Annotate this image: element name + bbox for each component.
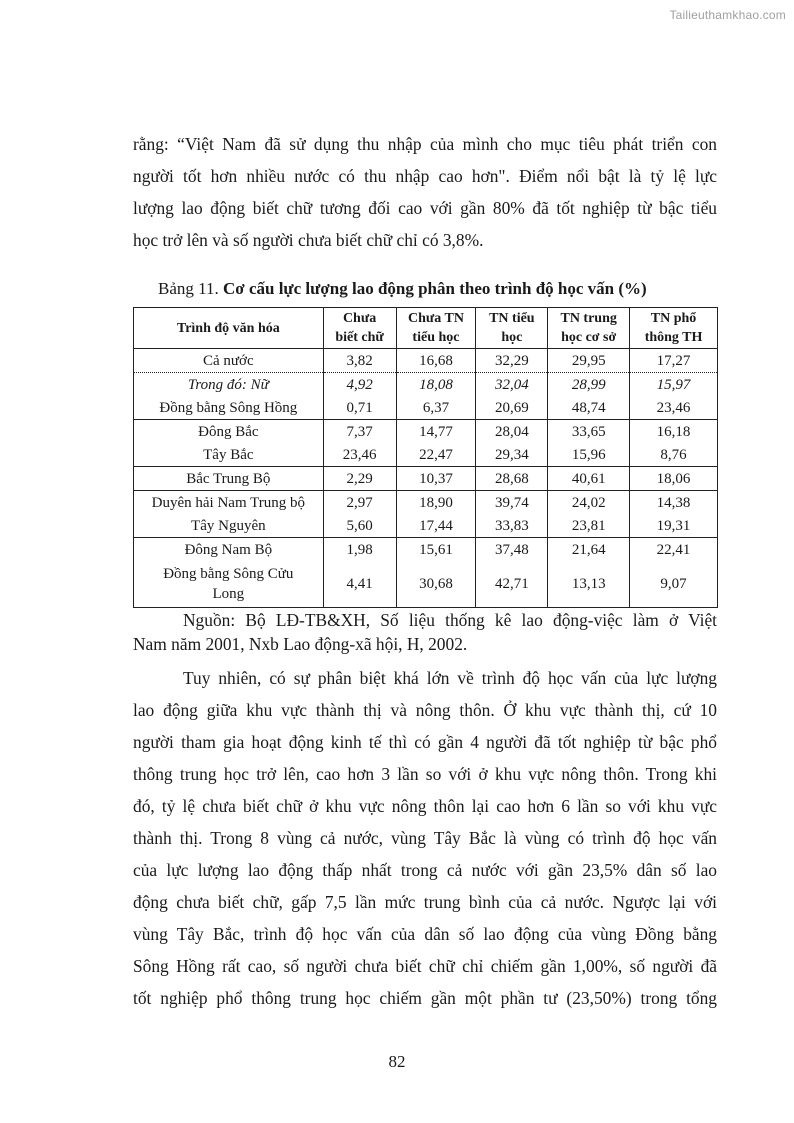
value-cell: 18,06: [630, 467, 718, 491]
text-line: lao động giữa khu vực thành thị và nông thôn. Ở khu vực thành thị, cứ 10: [133, 700, 717, 720]
table-row: [134, 538, 718, 562]
header-illiterate: Chưa biết chữ: [323, 308, 396, 349]
row-label-cell: Đồng bằng Sông Hồng: [134, 396, 324, 420]
value-cell: 28,68: [476, 467, 548, 491]
text-line: của lực lượng lao động thấp nhất trong cả nước với gần 23,5% dân số lao: [133, 860, 717, 880]
value-cell: 4,92: [323, 373, 396, 397]
row-label-cell: Duyên hải Nam Trung bộ: [134, 491, 324, 515]
value-cell: 3,82: [323, 349, 396, 373]
value-cell: 42,71: [476, 561, 548, 608]
table-caption: [158, 279, 718, 299]
value-cell: 23,81: [548, 514, 630, 538]
row-label-cell: Tây Nguyên: [134, 514, 324, 538]
table-row: [134, 349, 718, 373]
paragraph-analysis: [133, 662, 717, 1014]
value-cell: 17,44: [396, 514, 476, 538]
value-cell: 0,71: [323, 396, 396, 420]
table-row: [134, 491, 718, 515]
value-cell: 18,90: [396, 491, 476, 515]
caption-prefix: Bảng 11.: [158, 279, 224, 298]
value-cell: 6,37: [396, 396, 476, 420]
value-cell: 10,37: [396, 467, 476, 491]
value-cell: 17,27: [630, 349, 718, 373]
table-row: [134, 443, 718, 467]
header-upper-secondary: TN phổ thông TH: [630, 308, 718, 349]
row-label-cell: Trong đó: Nữ: [134, 373, 324, 397]
value-cell: 13,13: [548, 561, 630, 608]
text-line: người tham gia hoạt động kinh tế thì có gần 4 người đã tốt nghiệp từ bậc phổ: [133, 732, 717, 752]
value-cell: 33,83: [476, 514, 548, 538]
table-source: [133, 608, 717, 656]
row-label-cell: Đông Nam Bộ: [134, 538, 324, 562]
table-header-row: [134, 308, 718, 349]
header-education-level: Trình độ văn hóa: [134, 308, 324, 349]
value-cell: 32,29: [476, 349, 548, 373]
text-line: động chưa biết chữ, gấp 7,5 lần mức trung bình của cả nước. Ngược lại với: [133, 892, 717, 912]
value-cell: 20,69: [476, 396, 548, 420]
text-line: thông trung học trở lên, cao hơn 3 lần so với ở khu vực nông thôn. Trong khi: [133, 764, 717, 784]
value-cell: 29,95: [548, 349, 630, 373]
text-line: rằng: “Việt Nam đã sử dụng thu nhập của mình cho mục tiêu phát triển con: [133, 134, 717, 154]
value-cell: 39,74: [476, 491, 548, 515]
row-label-cell: Đông Bắc: [134, 420, 324, 444]
text-line: học trở lên và số người chưa biết chữ chỉ có 3,8%.: [133, 230, 484, 250]
value-cell: 29,34: [476, 443, 548, 467]
table-row: [134, 373, 718, 397]
text-line: thành thị. Trong 8 vùng cả nước, vùng Tây Bắc là vùng có trình độ học vấn: [133, 828, 717, 848]
header-not-primary: Chưa TN tiểu học: [396, 308, 476, 349]
table-row: [134, 514, 718, 538]
value-cell: 1,98: [323, 538, 396, 562]
value-cell: 23,46: [630, 396, 718, 420]
header-primary: TN tiểu học: [476, 308, 548, 349]
text-line: lượng lao động biết chữ tương đối cao với gần 80% đã tốt nghiệp từ bậc tiểu: [133, 198, 717, 218]
header-lower-secondary: TN trung học cơ sở: [548, 308, 630, 349]
row-label-cell: Tây Bắc: [134, 443, 324, 467]
value-cell: 40,61: [548, 467, 630, 491]
text-line: Tuy nhiên, có sự phân biệt khá lớn về trình độ học vấn của lực lượng: [183, 668, 717, 688]
value-cell: 22,41: [630, 538, 718, 562]
value-cell: 28,99: [548, 373, 630, 397]
value-cell: 5,60: [323, 514, 396, 538]
value-cell: 37,48: [476, 538, 548, 562]
value-cell: 7,37: [323, 420, 396, 444]
value-cell: 28,04: [476, 420, 548, 444]
value-cell: 16,18: [630, 420, 718, 444]
watermark: Tailieuthamkhao.com: [669, 8, 786, 22]
value-cell: 22,47: [396, 443, 476, 467]
text-line: tốt nghiệp phổ thông trung học chiếm gần một phần tư (23,50%) trong tổng: [133, 988, 717, 1008]
text-line: người tốt hơn nhiều nước có thu nhập cao hơn". Điểm nổi bật là tỷ lệ lực: [133, 166, 717, 186]
table-row: [134, 467, 718, 491]
text-line: vùng Tây Bắc, trình độ học vấn của dân số lao động của vùng Đồng bằng: [133, 924, 717, 944]
value-cell: 21,64: [548, 538, 630, 562]
value-cell: 24,02: [548, 491, 630, 515]
paragraph-intro: [133, 128, 717, 256]
value-cell: 8,76: [630, 443, 718, 467]
value-cell: 15,96: [548, 443, 630, 467]
value-cell: 32,04: [476, 373, 548, 397]
row-label-cell: Cả nước: [134, 349, 324, 373]
table-row: [134, 396, 718, 420]
value-cell: 14,77: [396, 420, 476, 444]
table-row: [134, 561, 718, 608]
value-cell: 33,65: [548, 420, 630, 444]
value-cell: 2,29: [323, 467, 396, 491]
value-cell: 14,38: [630, 491, 718, 515]
value-cell: 9,07: [630, 561, 718, 608]
value-cell: 18,08: [396, 373, 476, 397]
value-cell: 16,68: [396, 349, 476, 373]
text-line: đó, tỷ lệ chưa biết chữ ở khu vực nông thôn lại cao hơn 6 lần so với khu vực: [133, 796, 717, 816]
value-cell: 15,97: [630, 373, 718, 397]
value-cell: 15,61: [396, 538, 476, 562]
text-line: Sông Hồng rất cao, số người chưa biết chữ chỉ chiếm gần 1,00%, số người đã: [133, 956, 717, 976]
row-label-cell: Đồng bằng Sông Cửu Long: [134, 561, 324, 608]
caption-title: Cơ cấu lực lượng lao động phân theo trình độ học vấn (%): [223, 279, 647, 298]
value-cell: 23,46: [323, 443, 396, 467]
value-cell: 4,41: [323, 561, 396, 608]
value-cell: 2,97: [323, 491, 396, 515]
row-label-cell: Bắc Trung Bộ: [134, 467, 324, 491]
text-line: Nguồn: Bộ LĐ-TB&XH, Số liệu thống kê lao động-việc làm ở Việt: [183, 610, 717, 630]
value-cell: 48,74: [548, 396, 630, 420]
page-number: 82: [388, 1052, 406, 1071]
education-table: [133, 307, 718, 608]
text-line: Nam năm 2001, Nxb Lao động-xã hội, H, 2002.: [133, 634, 468, 654]
table-row: [134, 420, 718, 444]
value-cell: 19,31: [630, 514, 718, 538]
value-cell: 30,68: [396, 561, 476, 608]
